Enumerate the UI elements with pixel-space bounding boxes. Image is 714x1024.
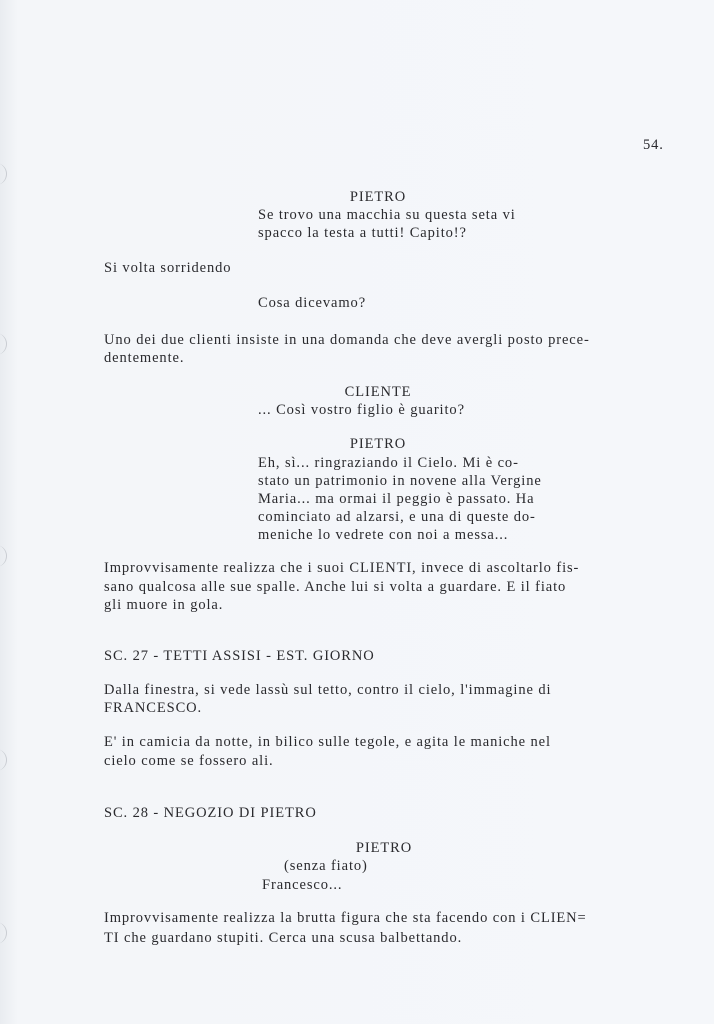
action-line: Improvvisamente realizza che i suoi CLIENTI, invece di ascoltarlo fis- [104,560,580,576]
action-line: Improvvisamente realizza la brutta figura che sta facendo con i CLIEN= [104,910,587,926]
character-name: PIETRO [349,436,407,452]
character-name: PIETRO [349,189,407,205]
binder-hole [0,922,7,944]
action-line: Uno dei due clienti insiste in una domanda che deve avergli posto prece- [104,332,590,348]
dialogue-line: meniche lo vedrete con noi a messa... [258,527,509,543]
dialogue-line: Maria... ma ormai il peggio è passato. Ha [258,491,535,507]
page-number: 54. [643,137,664,153]
dialogue-line: Cosa dicevamo? [258,295,367,311]
action-line: sano qualcosa alle sue spalle. Anche lui si volta a guardare. E il fiato [104,579,567,595]
binder-hole [0,749,7,771]
dialogue-line: spacco la testa a tutti! Capito!? [258,225,467,241]
binder-hole [0,333,7,355]
binder-hole [0,545,7,567]
parenthetical: (senza fiato) [284,858,368,874]
action-line: TI che guardano stupiti. Cerca una scusa balbettando. [104,930,463,946]
action-line: FRANCESCO. [104,700,203,716]
action-line: E' in camicia da notte, in bilico sulle tegole, e agita le maniche nel [104,734,551,750]
dialogue-line: stato un patrimonio in novene alla Vergine [258,473,542,489]
dialogue-line: cominciato ad alzarsi, e una di queste do- [258,509,536,525]
action-line: Dalla finestra, si vede lassù sul tetto, contro il cielo, l'immagine di [104,682,552,698]
dialogue-line: Eh, sì... ringraziando il Cielo. Mi è co- [258,455,519,471]
dialogue-line: Francesco... [262,877,343,893]
binder-hole [0,163,7,185]
scene-heading: SC. 27 - TETTI ASSISI - EST. GIORNO [104,648,375,664]
action-line: Si volta sorridendo [104,260,232,276]
action-line: dentemente. [104,350,185,366]
dialogue-line: Se trovo una macchia su questa seta vi [258,207,516,223]
action-line: cielo come se fossero ali. [104,753,274,769]
dialogue-line: ... Così vostro figlio è guarito? [258,402,465,418]
action-line: gli muore in gola. [104,597,224,613]
character-name: PIETRO [355,840,413,856]
scene-heading: SC. 28 - NEGOZIO DI PIETRO [104,805,317,821]
character-name: CLIENTE [344,384,412,400]
